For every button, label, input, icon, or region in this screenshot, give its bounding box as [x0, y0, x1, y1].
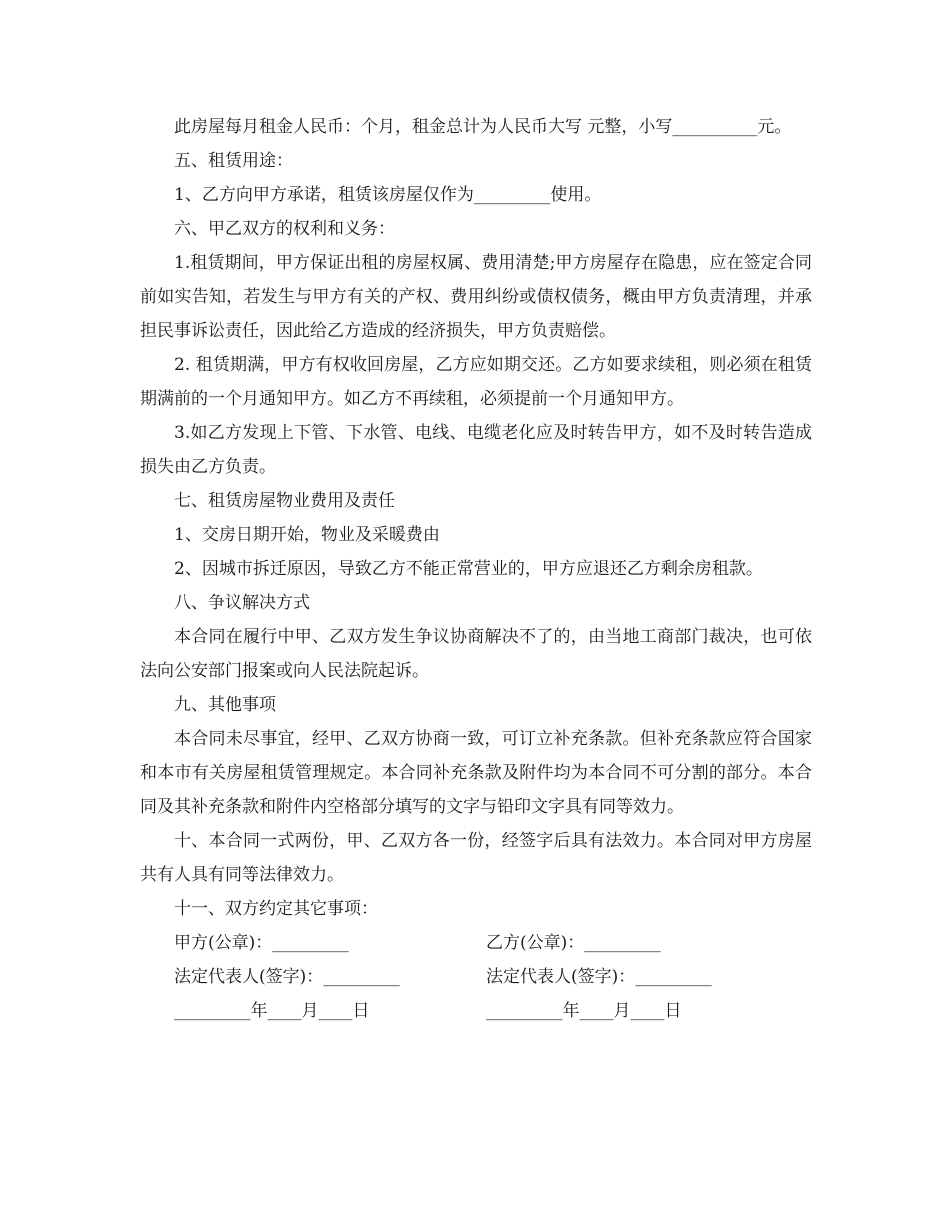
contract-page — [140, 110, 812, 1028]
section-6-title: 六、甲乙双方的权利和义务： — [174, 219, 395, 239]
section-8-body: 本合同在履行中甲、乙双方发生争议协商解决不了的，由当地工商部门裁决，也可依法向公安部门报案或向人民法院起诉。 — [140, 627, 812, 681]
section-6-item-2: 2. 租赁期满，甲方有权收回房屋，乙方应如期交还。乙方如要求续租，则必须在租赁期满前的一个月通知甲方。如乙方不再续租，必须提前一个月通知甲方。 — [140, 355, 812, 409]
section-5-title: 五、租赁用途： — [174, 151, 293, 171]
section-7-item-2: 2、因城市拆迁原因，导致乙方不能正常营业的，甲方应退还乙方剩余房租款。 — [174, 559, 763, 579]
signature-row-representative — [140, 960, 812, 994]
rent-paragraph: 此房屋每月租金人民币：个月，租金总计为人民币大写 元整，小写__________元。 — [174, 117, 792, 137]
section-11-title: 十一、双方约定其它事项： — [174, 899, 378, 919]
party-b-seal-field: 乙方(公章)：_________ — [486, 933, 661, 953]
party-a-seal-field: 甲方(公章)：_________ — [174, 933, 349, 953]
section-9-body: 本合同未尽事宜，经甲、乙双方协商一致，可订立补充条款。但补充条款应符合国家和本市有关房屋租赁管理规定。本合同补充条款及附件均为本合同不可分割的部分。本合同及其补充条款和附件内空格部分填写的文字与铅印文字具有同等效力。 — [140, 729, 812, 817]
section-9-title: 九、其他事项 — [174, 695, 276, 715]
party-b-representative-field: 法定代表人(签字)：_________ — [486, 967, 712, 987]
section-7-item-1: 1、交房日期开始，物业及采暖费由 — [174, 525, 440, 545]
section-8-title: 八、争议解决方式 — [174, 593, 310, 613]
signature-row-date — [140, 994, 812, 1028]
party-a-representative-field: 法定代表人(签字)：_________ — [174, 967, 400, 987]
section-7-title: 七、租赁房屋物业费用及责任 — [174, 491, 395, 511]
party-a-date-field: _________年____月____日 — [174, 1001, 370, 1021]
section-5-item-1: 1、乙方向甲方承诺，租赁该房屋仅作为_________使用。 — [174, 185, 602, 205]
section-6-item-1: 1.租赁期间，甲方保证出租的房屋权属、费用清楚;甲方房屋存在隐患，应在签定合同前如实告知，若发生与甲方有关的产权、费用纠纷或债权债务，概由甲方负责清理，并承担民事诉讼责任，因此给乙方造成的经济损失，甲方负责赔偿。 — [140, 253, 812, 341]
section-6-item-3: 3.如乙方发现上下管、下水管、电线、电缆老化应及时转告甲方，如不及时转告造成损失由乙方负责。 — [140, 423, 812, 477]
signature-row-seal — [140, 926, 812, 960]
section-10-body: 十、本合同一式两份，甲、乙双方各一份，经签字后具有法效力。本合同对甲方房屋共有人具有同等法律效力。 — [140, 831, 812, 885]
party-b-date-field: _________年____月____日 — [486, 1001, 682, 1021]
